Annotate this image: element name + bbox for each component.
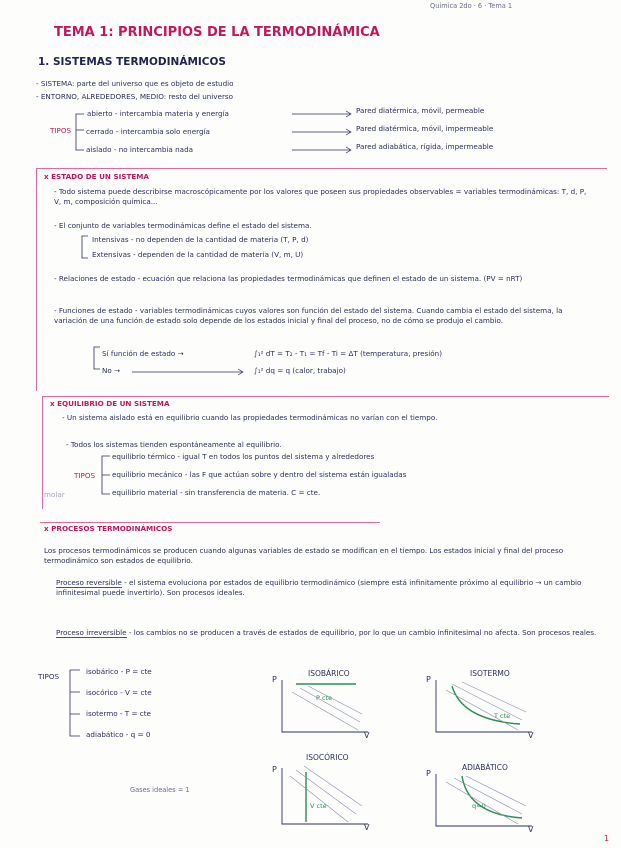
graph-isotermo xyxy=(422,660,542,740)
graph-adiabatico xyxy=(422,756,542,834)
arrow-aislado: Pared adiabática, rígida, impermeable xyxy=(356,142,494,151)
tipo-name: aislado xyxy=(86,145,112,154)
equilibrio-tipos-label: TIPOS xyxy=(74,471,96,480)
procesos-heading: x PROCESOS TERMODINÁMICOS xyxy=(44,524,173,533)
header-top-right: Química 2do · 6 · Tema 1 xyxy=(430,2,513,10)
tipo-adiabatico xyxy=(86,730,150,740)
axis-y-label: P xyxy=(426,769,431,778)
tipos-arrows xyxy=(290,104,360,164)
intensivas: Intensivas - no dependen de la cantidad de materia (T, P, d) xyxy=(92,235,309,244)
graph-isocorico xyxy=(268,750,378,832)
graph-title: ISOBÁRICO xyxy=(308,669,350,678)
estado-heading: x ESTADO DE UN SISTEMA xyxy=(44,172,149,181)
page-number: 1 xyxy=(604,834,610,843)
procesos-p1: Los procesos termodinámicos se producen cuando algunas variables de estado se modifican en el tiempo. Los estados inicial y final del proceso termodinámico son estados de equilibrio. xyxy=(44,546,564,565)
tipo-isotermo xyxy=(86,709,151,719)
estado-p3: - Relaciones de estado - ecuación que relaciona las propiedades termodinámicas que definen el estado de un sistema. (PV = nRT) xyxy=(54,274,523,283)
graph-title: ISOCÓRICO xyxy=(306,753,349,762)
tipo-desc: - intercambia solo energía xyxy=(115,127,210,136)
tipo-name: isocórico xyxy=(86,688,118,697)
margin-note: molar xyxy=(44,490,65,499)
tipo-cerrado xyxy=(86,127,210,137)
graph-tag: P cte xyxy=(316,694,333,702)
estado-p1: - Todo sistema puede describirse macroscópicamente por los valores que poseen sus propiedades observables = variables termodinámicas: T, d, P, V, m, composición química... xyxy=(54,187,587,206)
graph-tag: V cte xyxy=(310,802,327,810)
tipo-name: isotermo xyxy=(86,709,118,718)
axis-y-label: P xyxy=(272,675,277,684)
equilibrio-heading: x EQUILIBRIO DE UN SISTEMA xyxy=(50,399,170,408)
tipo-cond: - P = cte xyxy=(120,667,152,676)
procesos-bracket xyxy=(62,664,86,740)
graph-title: ISOTERMO xyxy=(470,669,510,678)
proceso-irreversible xyxy=(56,628,606,638)
tipo-abierto xyxy=(87,109,229,119)
si-funcion: Sí función de estado → xyxy=(102,349,184,358)
tipo-cond: - V = cte xyxy=(120,688,152,697)
footnote: Gases ideales = 1 xyxy=(130,786,190,794)
axis-x-label: V xyxy=(528,825,534,834)
no-arrow xyxy=(130,368,250,376)
no-formula: ∫₁² dq = q (calor, trabajo) xyxy=(254,366,346,375)
tipos-label: TIPOS xyxy=(50,126,72,135)
axis-x-label: V xyxy=(364,731,370,740)
irrev-text: - los cambios no se producen a través de estados de equilibrio, por lo que un cambio infinitesimal no afecta. Son procesos reales. xyxy=(128,628,597,637)
arrow-cerrado: Pared diatérmica, móvil, impermeable xyxy=(356,124,494,133)
extensivas: Extensivas - dependen de la cantidad de materia (V, m, U) xyxy=(92,250,304,259)
sistema-definition: - SISTEMA: parte del universo que es objeto de estudio xyxy=(36,79,234,88)
tipo-aislado xyxy=(86,145,193,155)
estado-p4: - Funciones de estado - variables termodinámicas cuyos valores son función del estado del sistema. Cuando cambia el estado del sistema, la variación de una función de estado solo depende de los estados inicial y final del proceso, no de cómo se produjo el cambio. xyxy=(54,306,563,325)
tipo-cond: - q = 0 xyxy=(125,730,151,739)
axis-y-label: P xyxy=(426,675,431,684)
tipo-isocorico xyxy=(86,688,152,698)
equilibrio-p1: - Un sistema aislado está en equilibrio cuando las propiedades termodinámicas no varían con el tiempo. xyxy=(62,413,438,422)
axis-y-label: P xyxy=(272,765,277,774)
graph-tag: q=0 xyxy=(472,802,486,810)
section-title: 1. SISTEMAS TERMODINÁMICOS xyxy=(38,56,226,68)
tipo-isobarico xyxy=(86,667,152,677)
tipo-name: adiabático xyxy=(86,730,124,739)
estado-p2: - El conjunto de variables termodinámicas define el estado del sistema. xyxy=(54,221,312,230)
graph-title: ADIABÁTICO xyxy=(462,763,508,772)
irrev-label: Proceso irreversible xyxy=(56,628,127,637)
arrow-abierto: Pared diatérmica, móvil, permeable xyxy=(356,106,485,115)
procesos-tipos-label: TIPOS xyxy=(38,672,60,681)
rev-text: - el sistema evoluciona por estados de equilibrio termodinámico (siempre está infinitamente próximo al equilibrio → un cambio infinitesimal puede invertirlo). Son procesos ideales. xyxy=(56,578,582,597)
graph-isobarico xyxy=(268,660,378,740)
tipo-desc: - no intercambia nada xyxy=(113,145,194,154)
graph-tag: T cte xyxy=(494,712,511,720)
entorno-definition: - ENTORNO, ALREDEDORES, MEDIO: resto del universo xyxy=(36,92,234,101)
tipo-name: isobárico xyxy=(86,667,119,676)
tipo-name: abierto xyxy=(87,109,113,118)
page-title: TEMA 1: PRINCIPIOS DE LA TERMODINÁMICA xyxy=(54,25,380,40)
axis-x-label: V xyxy=(528,731,534,740)
equilibrio-mecanico: equilibrio mecánico - las F que actúan sobre y dentro del sistema están igualadas xyxy=(112,470,407,479)
si-formula: ∫₁² dT = T₂ - T₁ = Tf - Ti = ΔT (temperatura, presión) xyxy=(254,349,443,358)
no-funcion: No → xyxy=(102,366,121,375)
tipo-cond: - T = cte xyxy=(119,709,151,718)
proceso-reversible xyxy=(56,578,606,597)
equilibrio-termico: equilibrio térmico - igual T en todos los puntos del sistema y alrededores xyxy=(112,452,375,461)
equilibrio-material: equilibrio material - sin transferencia de materia. C = cte. xyxy=(112,488,321,497)
equilibrio-p2: - Todos los sistemas tienden espontáneamente al equilibrio. xyxy=(66,440,282,449)
rev-label: Proceso reversible xyxy=(56,578,122,587)
tipo-name: cerrado xyxy=(86,127,114,136)
tipo-desc: - intercambia materia y energía xyxy=(114,109,229,118)
axis-x-label: V xyxy=(364,823,370,832)
